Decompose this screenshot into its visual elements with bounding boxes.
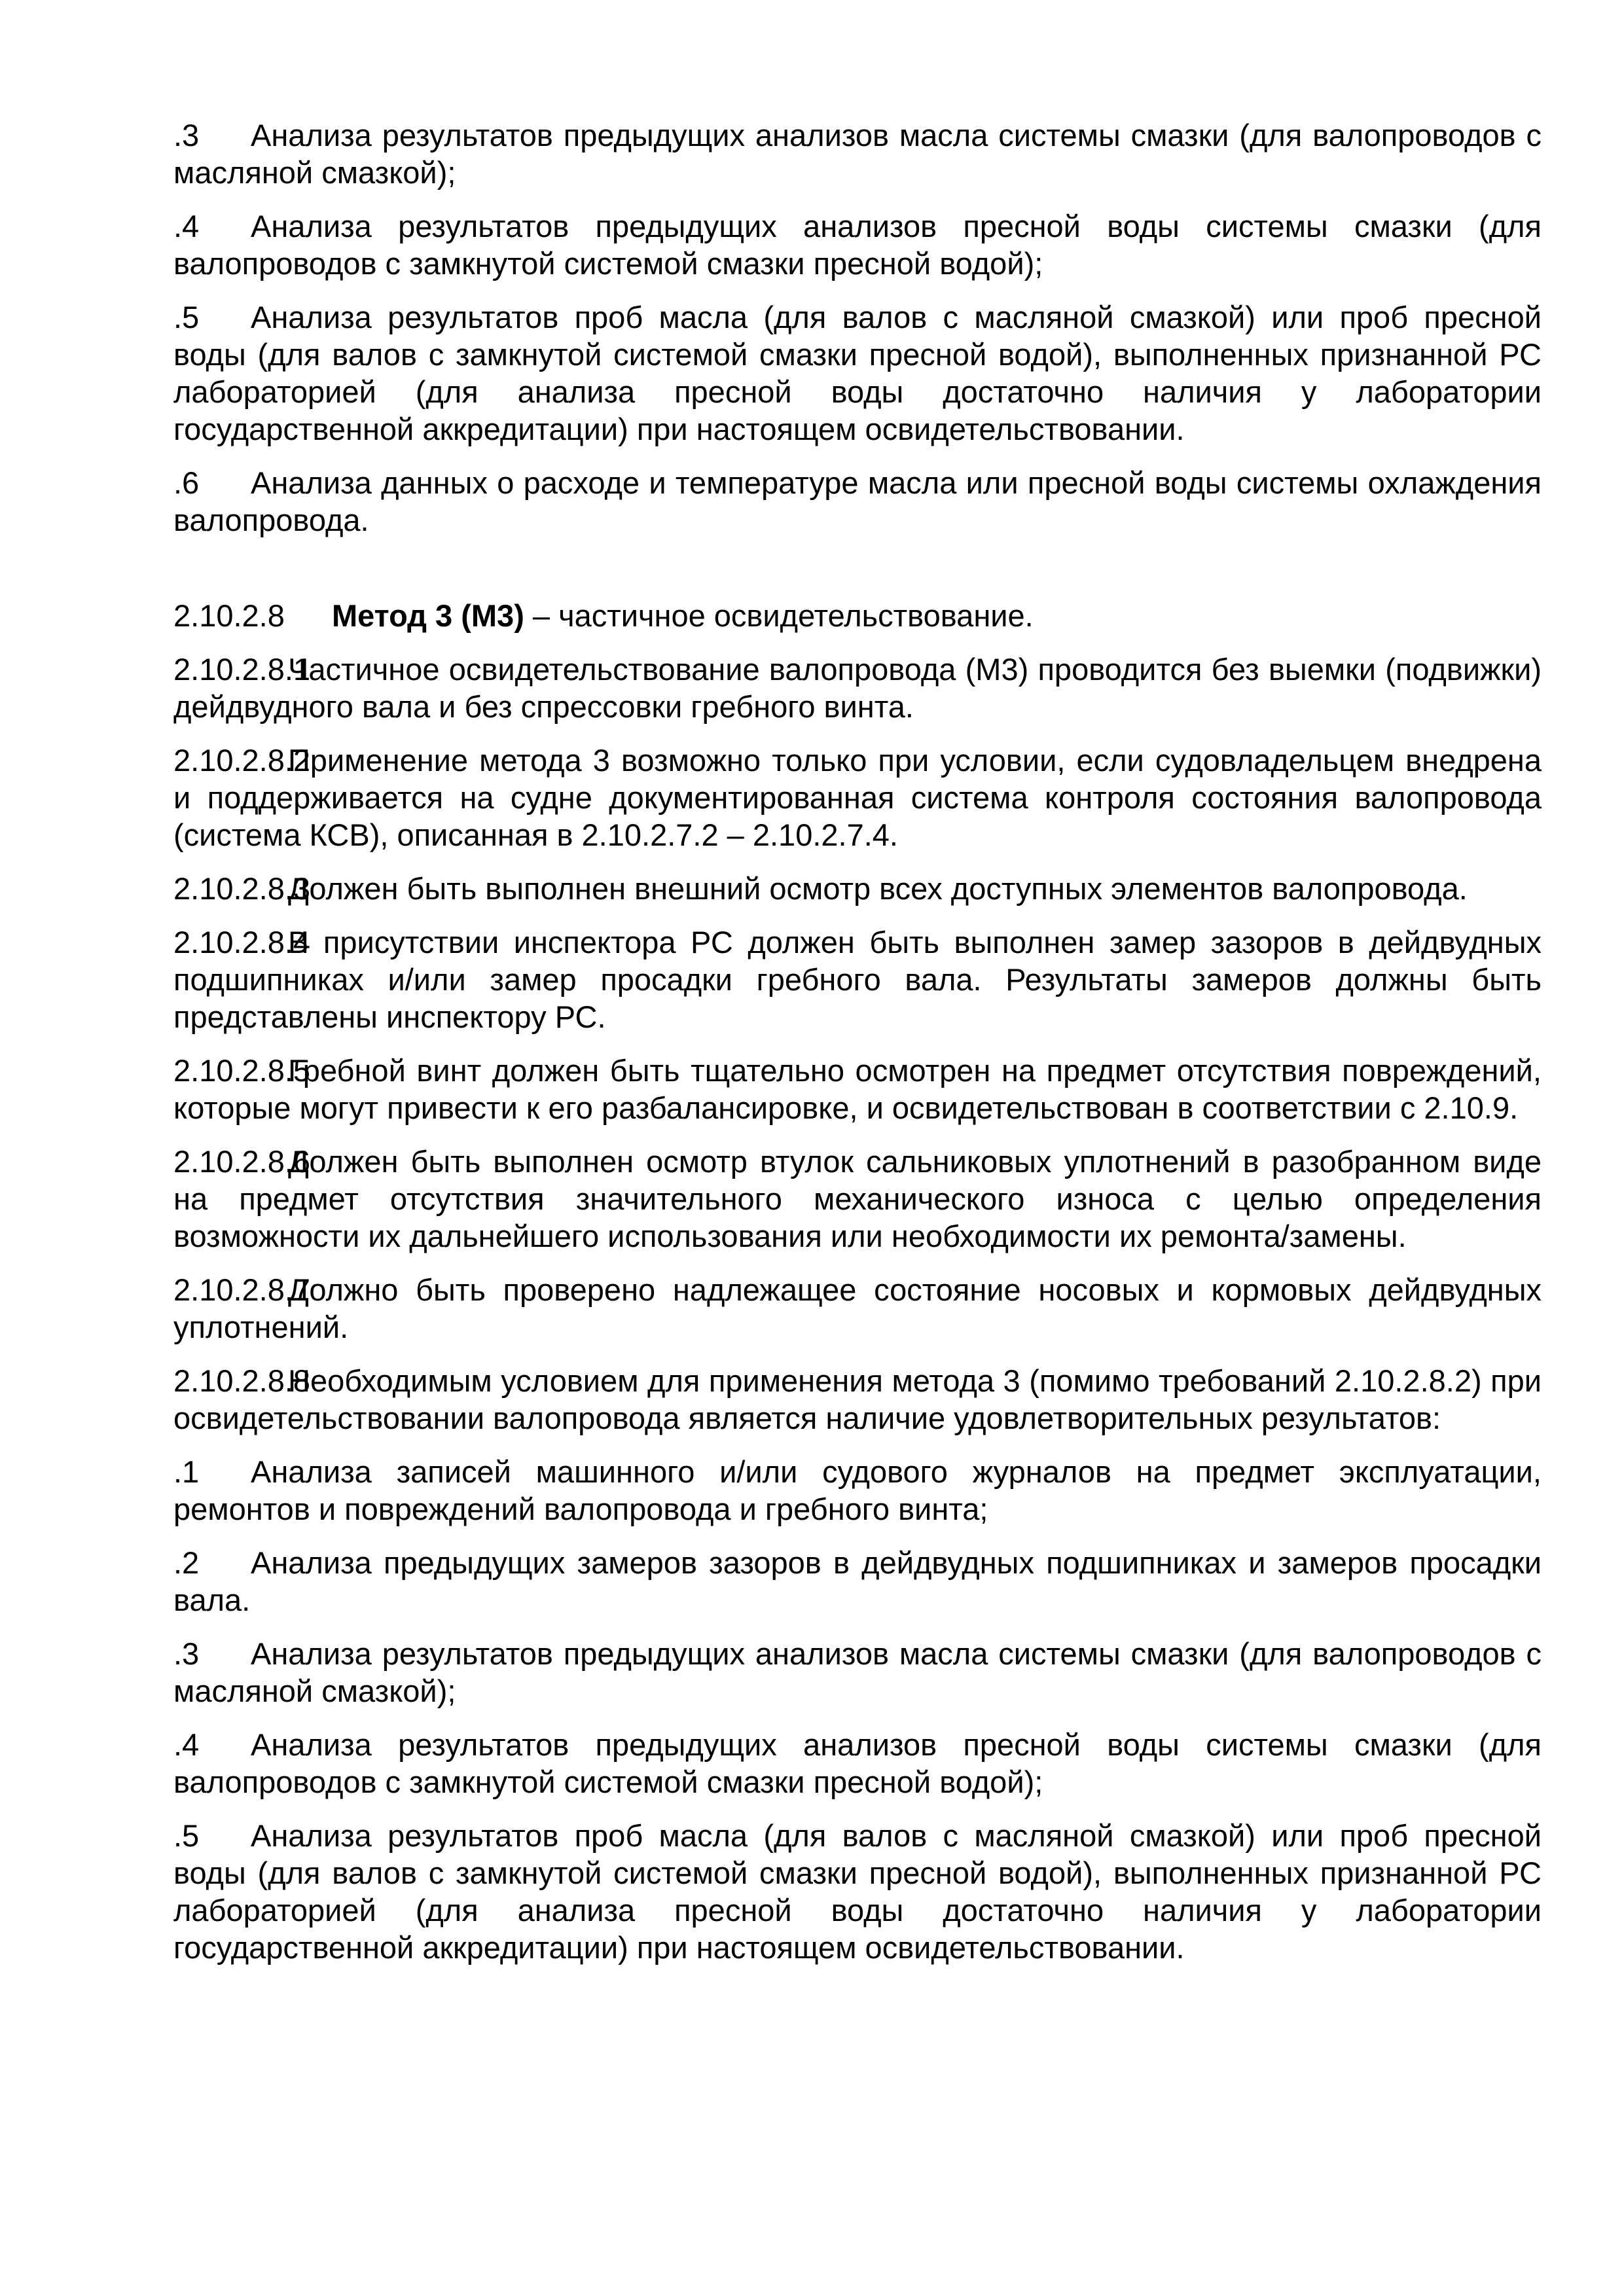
section-title-bold: Метод 3 (М3) [332,598,524,633]
list-item-number: .4 [173,209,200,243]
clause-text: Должно быть проверено надлежащее состояние носовых и кормовых дейдвудных уплотнений. [173,1272,1542,1344]
list-item-number: .4 [173,1727,200,1762]
clause-text: Частичное освидетельствование валопровода (М3) проводится без выемки (подвижки) дейдвудного вала и без спрессовки гребного винта. [173,652,1542,724]
clause [173,1052,1542,1126]
list-item-number: .1 [173,1454,200,1489]
list-item-text: Анализа результатов проб масла (для валов с масляной смазкой) или проб пресной воды (для валов с замкнутой системой смазки пресной водой), выполненных признанной РС лабораторией (для анализа пресной воды достаточно наличия у лаборатории государственной аккредитации) при настоящем освидетельствовании. [173,1818,1542,1965]
clause [173,742,1542,853]
list-item [173,464,1542,539]
list-item-text: Анализа предыдущих замеров зазоров в дейдвудных подшипниках и замеров просадки вала. [173,1545,1542,1617]
list-item [173,1544,1542,1619]
clause-text: Должен быть выполнен внешний осмотр всех доступных элементов валопровода. [288,871,1468,906]
list-item-number: .2 [173,1545,200,1580]
list-item-number: .5 [173,1818,200,1853]
list-item-number: .3 [173,1636,200,1671]
list-item-text: Анализа результатов предыдущих анализов пресной воды системы смазки (для валопроводов с замкнутой системой смазки пресной водой); [173,209,1542,281]
list-item [173,1635,1542,1710]
list-item [173,207,1542,282]
clause-text: Применение метода 3 возможно только при условии, если судовладельцем внедрена и поддерживается на судне документированная система контроля состояния валопровода (система КСВ), описанная в 2.10.2.7.2 – 2.10.2.7.4. [173,743,1542,852]
clause-number: 2.10.2.8.6 [173,1144,311,1179]
clause [173,1362,1542,1437]
section-heading [173,597,1542,634]
list-item-text: Анализа результатов проб масла (для валов с масляной смазкой) или проб пресной воды (для валов с замкнутой системой смазки пресной водой), выполненных признанной РС лабораторией (для анализа пресной воды достаточно наличия у лаборатории государственной аккредитации) при настоящем освидетельствовании. [173,300,1542,446]
list-item-number: .5 [173,300,200,334]
list-item-text: Анализа данных о расходе и температуре масла или пресной воды системы охлаждения валопровода. [173,465,1542,537]
list-item [173,117,1542,191]
clause-text: Гребной винт должен быть тщательно осмотрен на предмет отсутствия повреждений, которые могут привести к его разбалансировке, и освидетельствован в соответствии с 2.10.9. [173,1053,1542,1125]
section-number: 2.10.2.8 [173,598,285,633]
list-item [173,1453,1542,1528]
section-spacer [173,555,1542,597]
document-page [173,117,1542,1982]
list-item-text: Анализа результатов предыдущих анализов масла системы смазки (для валопроводов с масляной смазкой); [173,118,1542,190]
list-item-text: Анализа результатов предыдущих анализов масла системы смазки (для валопроводов с масляной смазкой); [173,1636,1542,1708]
clause-text: В присутствии инспектора РС должен быть выполнен замер зазоров в дейдвудных подшипниках и/или замер просадки гребного вала. Результаты замеров должны быть представлены инспектору РС. [173,925,1542,1034]
list-item-text: Анализа результатов предыдущих анализов пресной воды системы смазки (для валопроводов с замкнутой системой смазки пресной водой); [173,1727,1542,1799]
clause-text: Должен быть выполнен осмотр втулок сальниковых уплотнений в разобранном виде на предмет отсутствия значительного механического износа с целью определения возможности их дальнейшего использования или необходимости их ремонта/замены. [173,1144,1542,1253]
list-item [173,1817,1542,1966]
clause [173,924,1542,1035]
clause-number: 2.10.2.8.5 [173,1053,311,1088]
clause-text: Необходимым условием для применения метода 3 (помимо требований 2.10.2.8.2) при освидетельствовании валопровода является наличие удовлетворительных результатов: [173,1363,1542,1435]
clause-number: 2.10.2.8.3 [173,871,311,906]
list-item-text: Анализа записей машинного и/или судового журналов на предмет эксплуатации, ремонтов и повреждений валопровода и гребного винта; [173,1454,1542,1526]
list-item [173,1726,1542,1801]
clause [173,1271,1542,1346]
clause [173,870,1542,907]
clause [173,651,1542,725]
clause-number: 2.10.2.8.2 [173,743,311,778]
section-title-rest: – частичное освидетельствование. [524,598,1034,633]
clause [173,1143,1542,1255]
clause-number: 2.10.2.8.8 [173,1363,311,1398]
clause-number: 2.10.2.8.1 [173,652,311,687]
clause-number: 2.10.2.8.7 [173,1272,311,1307]
clause-number: 2.10.2.8.4 [173,925,311,960]
list-item-number: .6 [173,465,200,500]
list-item-number: .3 [173,118,200,152]
list-item [173,298,1542,448]
